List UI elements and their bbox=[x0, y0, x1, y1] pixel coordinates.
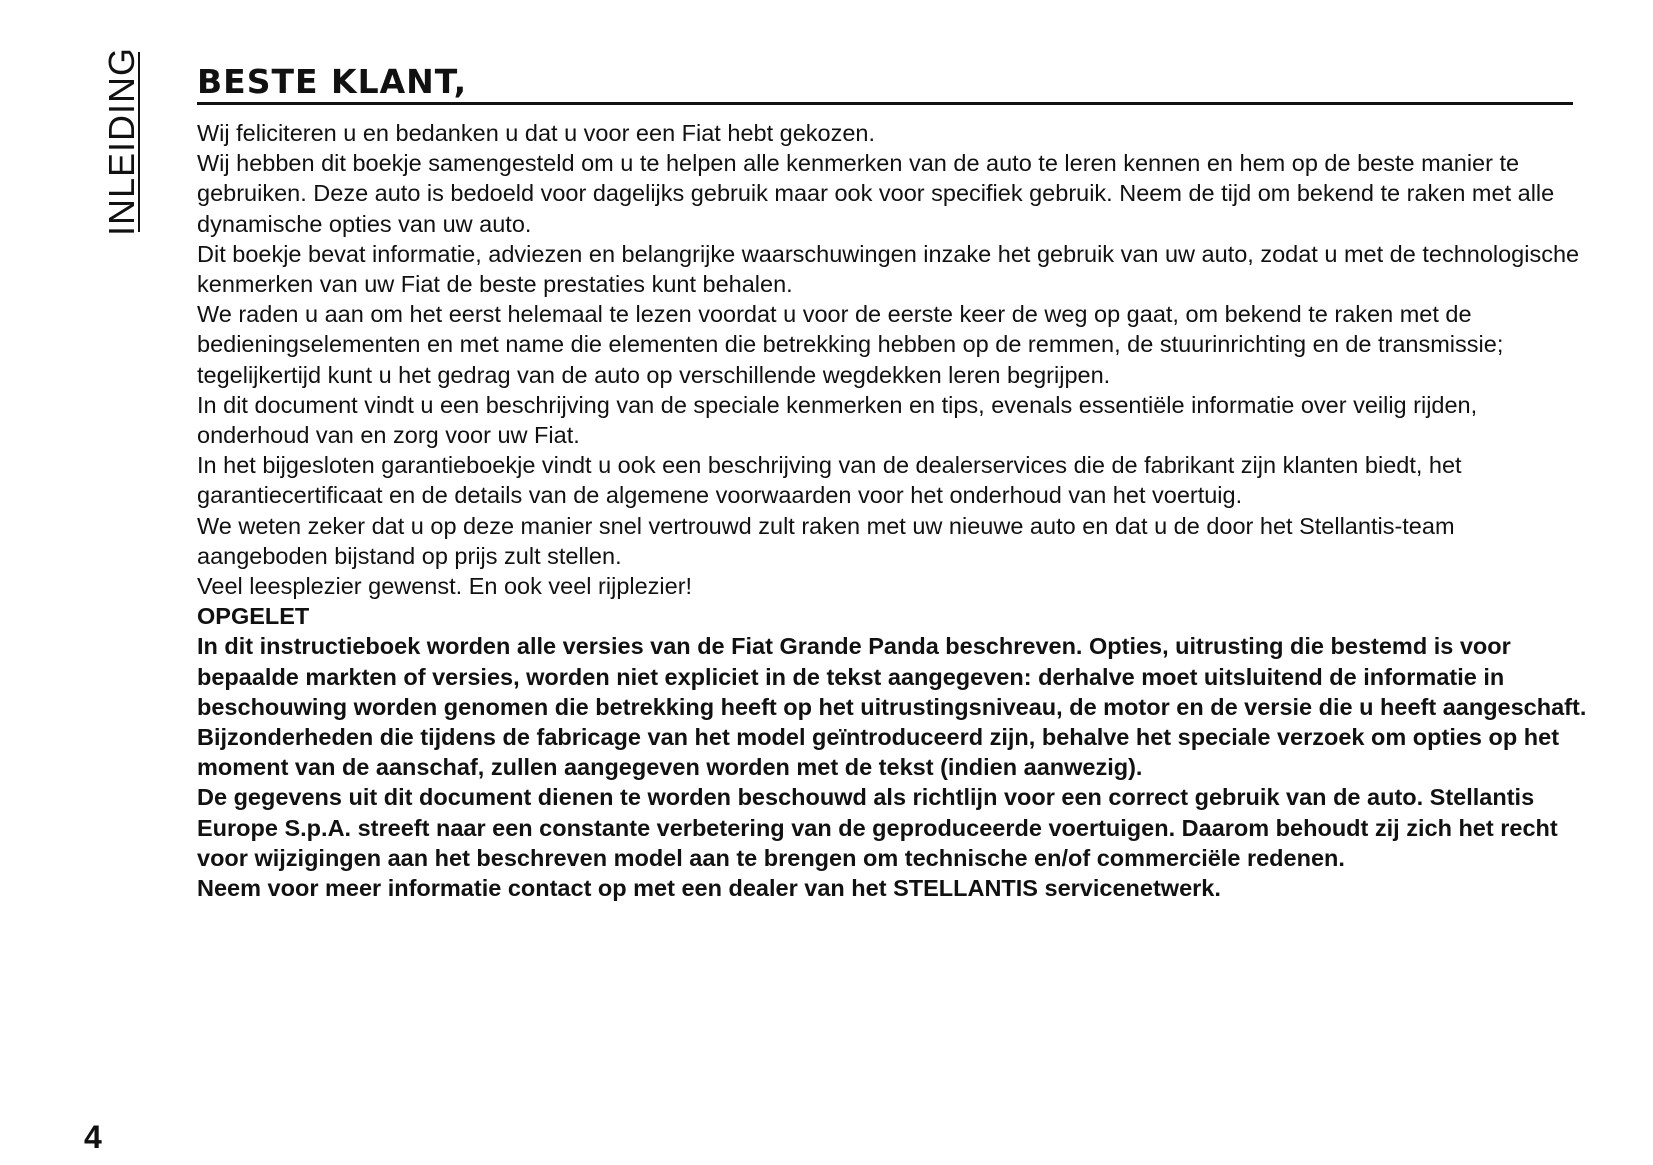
intro-paragraph-7: We weten zeker dat u op deze manier snel vertrouwd zult raken met uw nieuwe auto en dat u de door het Stellantis-team aangeboden bijstand op prijs zult stellen. bbox=[197, 512, 1455, 569]
title-divider bbox=[197, 102, 1573, 105]
intro-paragraph-2: Wij hebben dit boekje samengesteld om u te helpen alle kenmerken van de auto te leren kennen en hem op de beste manier te gebruiken. Deze auto is bedoeld voor dagelijks gebruik maar ook voor specifiek gebruik. Neem de tijd om bekend te raken met alle dynamische opties van uw auto. bbox=[197, 150, 1555, 237]
section-tab-label: INLEIDING bbox=[101, 46, 142, 236]
page-title: BESTE KLANT, bbox=[197, 62, 468, 101]
page-number: 4 bbox=[84, 1119, 102, 1155]
intro-paragraph-3: Dit boekje bevat informatie, adviezen en belangrijke waarschuwingen inzake het gebruik van uw auto, zodat u met de technologische kenmerken van uw Fiat de beste prestaties kunt behalen. bbox=[197, 240, 1580, 298]
notice-paragraph-2: De gegevens uit dit document dienen te worden beschouwd als richtlijn voor een correct gebruik van de auto. Stellantis Europe S.p.A. streeft naar een constante verbetering van de geproduceerde voertuigen. Daarom behoudt zij zich het recht voor wijzigingen aan het beschreven model aan te brengen om technische en/of commerciële redenen. bbox=[197, 784, 1558, 871]
intro-paragraph-6: In het bijgesloten garantieboekje vindt u ook een beschrijving van de dealerservices die de fabrikant zijn klanten biedt, het garantiecertificaat en de details van de algemene voorwaarden voor het onderhoud van het voertuig. bbox=[197, 452, 1462, 509]
intro-paragraph-4: We raden u aan om het eerst helemaal te lezen voordat u voor de eerste keer de weg op gaat, om bekend te raken met de bedieningselementen en met name die elementen die betrekking hebben op de remmen, de stuurinrichting en de transmissie; tegelijkertijd kunt u het gedrag van de auto op verschillende wegdekken leren begrijpen. bbox=[197, 301, 1504, 388]
intro-paragraph-8: Veel leesplezier gewenst. En ook veel rijplezier! bbox=[197, 573, 693, 600]
notice-paragraph-1: In dit instructieboek worden alle versies van de Fiat Grande Panda beschreven. Opties, uitrusting die bestemd is voor bepaalde markten of versies, worden niet expliciet in de tekst aangegeven: derhalve moet uitsluitend de informatie in beschouwing worden genomen die betrekking heeft op het uitrustingsniveau, de motor en de versie die u heeft aangeschaft. Bijzonderheden die tijdens de fabricage van het model geïntroduceerd zijn, behalve het speciale verzoek om opties op het moment van de aanschaf, zullen aangegeven worden met de tekst (indien aanwezig). bbox=[197, 633, 1587, 781]
notice-heading: OPGELET bbox=[197, 603, 310, 630]
intro-paragraph-1: Wij feliciteren u en bedanken u dat u voor een Fiat hebt gekozen. bbox=[197, 120, 876, 146]
main-content bbox=[197, 118, 1587, 903]
notice-paragraph-3: Neem voor meer informatie contact op met een dealer van het STELLANTIS servicenetwerk. bbox=[197, 875, 1221, 902]
intro-paragraph-5: In dit document vindt u een beschrijving van de speciale kenmerken en tips, evenals essentiële informatie over veilig rijden, onderhoud van en zorg voor uw Fiat. bbox=[197, 391, 1478, 449]
